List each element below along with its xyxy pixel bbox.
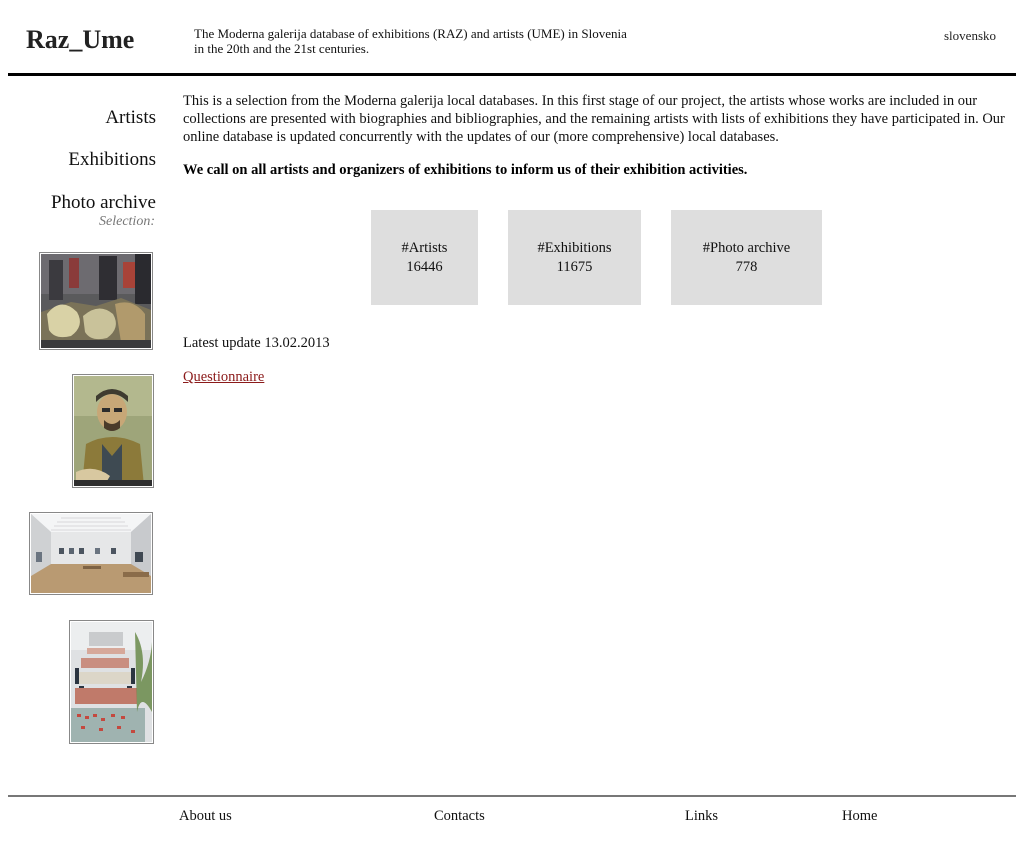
latest-update: Latest update 13.02.2013 [183,335,330,351]
stat-value: 16446 [406,258,443,275]
selection-label: Selection: [99,214,155,229]
stat-value: 11675 [556,258,593,275]
footer-link-home[interactable]: Home [842,808,878,824]
stat-label: #Artists [401,239,448,256]
tagline-line-1: The Moderna galerija database of exhibitions (RAZ) and artists (UME) in Slovenia [194,26,627,41]
stat-label: #Photo archive [702,239,791,256]
stat-value: 778 [735,258,758,275]
intro-text: This is a selection from the Moderna galerija local databases. In this first stage of our project, the artists whose works are included in our collections are presented with biographies and bibliographies, and the remaining artists with lists of exhibitions they have participated in. Our online database is updated concurrently with the updates of our (more comprehensive) local databases. [183,93,1005,145]
stat-box-exhibitions[interactable] [508,210,641,305]
nav-artists[interactable]: Artists [105,107,156,128]
portrait-painting-image [74,376,152,486]
call-to-action: We call on all artists and organizers of exhibitions to inform us of their exhibition activities. [183,162,748,178]
still-life-painting-image [41,254,151,348]
selection-thumbnail-portrait[interactable] [72,374,154,488]
nav-photo-archive[interactable]: Photo archive [50,192,156,213]
footer-link-links[interactable]: Links [685,808,719,824]
tagline-line-2: in the 20th and the 21st centuries. [194,41,370,56]
questionnaire-link[interactable]: Questionnaire [183,369,265,385]
site-tagline [194,26,674,56]
gallery-hall-photo-image [31,514,151,593]
footer-link-about-us[interactable]: About us [179,808,232,824]
main-content [183,92,1013,385]
footer-divider [8,795,1016,797]
stat-box-photo-archive[interactable] [671,210,822,305]
stat-label: #Exhibitions [537,239,612,256]
header [0,0,1024,78]
footer-link-contacts[interactable]: Contacts [434,808,485,824]
header-divider [8,73,1016,76]
site-logo[interactable]: Raz_Ume [26,25,135,54]
language-link[interactable]: slovensko [944,28,996,43]
stats-row [183,210,1013,306]
stat-box-artists[interactable] [371,210,478,305]
selection-thumbnail-gallery-hall[interactable] [29,512,153,595]
installation-photo-image [71,622,152,742]
selection-thumbnail-installation[interactable] [69,620,154,744]
nav-exhibitions[interactable]: Exhibitions [68,149,156,170]
selection-thumbnail-still-life[interactable] [39,252,153,350]
